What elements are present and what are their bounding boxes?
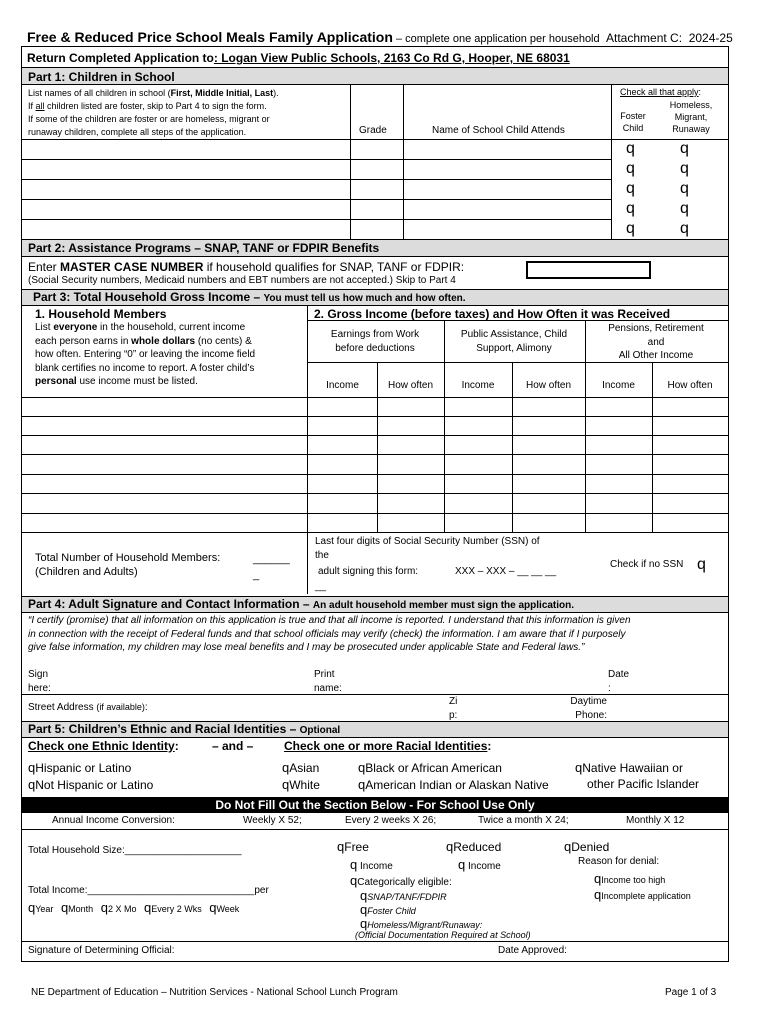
ssn-input[interactable]: XXX – XXX – __ __ __ [455,566,557,577]
race-option-asian[interactable]: qAsian [282,760,320,775]
checkbox-icon[interactable]: q [282,777,290,792]
homeless-checkbox[interactable]: q [680,140,689,157]
freq-2xmo[interactable]: q2 X Mo [100,900,137,915]
date-label: Date : [608,669,630,694]
foster-checkbox[interactable]: q [626,200,635,217]
checkbox-icon[interactable]: q [360,902,368,917]
weekly-conversion: Weekly X 52; [243,815,302,826]
footer-left: NE Department of Education – Nutrition Services - National School Lunch Program [31,987,398,998]
homeless-checkbox[interactable]: q [680,180,689,197]
race-option-black[interactable]: qBlack or African American [358,760,502,775]
form-subtitle: – complete one application per household [392,33,600,45]
income-too-high-option[interactable]: qIncome too high [594,871,666,886]
income-frequency-options [28,900,239,915]
year-text: 2024-25 [688,31,733,45]
ssn-adult-label: adult signing this form: [318,566,419,577]
homeless-header: Homeless, Migrant, Runaway [669,100,713,134]
total-income-field[interactable]: Total Income:______________________________per [28,885,269,896]
checkbox-icon[interactable]: q [360,888,368,903]
ethnic-option-hispanic[interactable]: qHispanic or Latino [28,760,132,775]
checkbox-icon[interactable]: q [28,760,36,775]
race-option-white[interactable]: qWhite [282,777,320,792]
income-col-header: Income [602,380,635,391]
every2-conversion: Every 2 weeks X 26; [345,815,437,826]
check-all-header: Check all that apply: [620,87,702,97]
earnings-header: Earnings from Work before deductions [330,329,420,354]
zip-label: Zi p: [449,696,458,721]
phone-label: Daytime Phone: [570,696,607,721]
attachment-label [606,31,733,45]
how-often-col-header: How often [525,380,572,391]
foster-checkbox[interactable]: q [626,140,635,157]
household-members-header: 1. Household Members [35,307,167,321]
freq-month[interactable]: qMonth [60,900,94,915]
footer-page-number: Page 1 of 3 [665,987,717,998]
checkbox-icon[interactable]: q [358,777,366,792]
checkbox-icon[interactable]: q [282,760,290,775]
incomplete-application-option[interactable]: qIncomplete application [594,887,691,902]
ssn-input-overflow: __ [315,581,327,592]
determining-official-signature[interactable]: Signature of Determining Official: [28,945,175,956]
no-ssn-label: Check if no SSN [610,559,684,570]
foster-checkbox[interactable]: q [626,160,635,177]
form-title-line [27,29,600,47]
form-title: Free & Reduced Price School Meals Family Application [27,29,393,45]
checkbox-icon[interactable]: q [28,900,36,915]
race-option-native-hawaiian[interactable]: qNative Hawaiian or other Pacific Islander [575,760,700,791]
part1-instructions: List names of all children in school (First, Middle Initial, Last). If all children listed are foster, skip to Part 4 to sign the form. If some of the children are foster or are homeless, migrant or runaway children, complete all steps of the application. [28,88,279,137]
annual-conversion-label: Annual Income Conversion: [52,815,175,826]
street-address-label: Street Address (if available): [28,702,148,713]
ssn-label: Last four digits of Social Security Number (SSN) of the [315,536,540,561]
foster-header: Foster Child [620,111,646,133]
free-income-option[interactable]: q Income [350,857,393,872]
return-address: : Logan View Public Schools, 2163 Co Rd G, Hooper, NE 68031 [213,51,570,65]
checkbox-icon[interactable]: q [446,839,454,854]
checkbox-icon[interactable]: q [337,839,345,854]
part2-title: Part 2: Assistance Programs – SNAP, TANF or FDPIR Benefits [28,241,380,255]
how-often-col-header: How often [387,380,434,391]
reduced-income-option[interactable]: q Income [458,857,501,872]
checkbox-icon[interactable]: q [143,900,152,915]
sign-label: Sign here: [28,669,51,694]
checkbox-icon[interactable]: q [594,887,602,902]
checkbox-icon[interactable]: q [60,900,69,915]
attachment-text: Attachment C: [606,31,683,45]
total-members-input[interactable]: ______ _ [253,553,290,581]
grade-header: Grade [359,125,387,136]
monthly-conversion: Monthly X 12 [626,815,685,826]
return-label: Return Completed Application to [27,51,214,65]
public-assistance-header: Public Assistance, Child Support, Alimony [460,329,568,354]
master-case-input[interactable] [526,261,651,279]
foster-checkbox[interactable]: q [626,180,635,197]
checkbox-icon[interactable]: q [209,900,217,915]
ethnic-option-not-hispanic[interactable]: qNot Hispanic or Latino [28,777,154,792]
total-members-label: Total Number of Household Members: (Children and Adults) [35,552,221,578]
freq-week[interactable]: qWeek [209,900,240,915]
and-separator: – and – [212,739,254,753]
checkbox-icon[interactable]: q [594,871,602,886]
part4-title: Part 4: Adult Signature and Contact Information – An adult household member must sign the application. [28,597,575,611]
how-often-col-header: How often [667,380,713,391]
checkbox-icon[interactable]: q [350,857,358,872]
school-use-banner-text: Do Not Fill Out the Section Below - For School Use Only [215,798,535,812]
income-col-header: Income [461,380,495,391]
reason-for-denial-label: Reason for denial: [578,856,660,867]
racial-header: Check one or more Racial Identities: [284,739,492,753]
homeless-checkbox[interactable]: q [680,200,689,217]
categorically-eligible-option[interactable]: qCategorically eligible: [350,873,452,888]
homeless-migrant-option[interactable]: qHomeless/Migrant/Runaway: [360,916,483,931]
part3-title: Part 3: Total Household Gross Income – You must tell us how much and how often. [33,290,466,304]
checkbox-icon[interactable]: q [28,777,36,792]
freq-every2wks[interactable]: qEvery 2 Wks [143,900,202,915]
no-ssn-checkbox[interactable]: q [697,556,706,573]
freq-year[interactable]: qYear [28,900,54,915]
checkbox-icon[interactable]: q [358,760,366,775]
income-col-header: Income [326,380,359,391]
foster-child-option[interactable]: qFoster Child [360,902,416,917]
checkbox-icon[interactable]: q [360,916,368,931]
return-line [27,51,570,65]
race-option-american-indian[interactable]: qAmerican Indian or Alaskan Native [358,777,549,792]
checkbox-icon[interactable]: q [564,839,572,854]
part1-title: Part 1: Children in School [28,70,175,84]
twice-conversion: Twice a month X 24; [478,815,569,826]
pensions-header: Pensions, Retirement and All Other Income [608,323,704,361]
household-members-instructions: List everyone in the household, current income each person earns in whole dollars (no cents) & how often. Entering “0” or leaving the income field blank certifies no income to report. A foster child’s personal use income must be listed. [35,322,256,387]
checkbox-icon[interactable]: q [100,900,108,915]
household-size-field[interactable]: Total Household Size:_____________________ [28,845,242,856]
foster-checkbox[interactable]: q [626,220,635,237]
gross-income-header: 2. Gross Income (before taxes) and How Often it was Received [314,307,671,321]
free-option[interactable]: qFree [337,839,369,854]
snap-option[interactable]: qSNAP/TANF/FDPIR [360,888,447,903]
school-header: Name of School Child Attends [432,125,565,136]
reduced-option[interactable]: qReduced [446,839,502,854]
ethnic-header: Check one Ethnic Identity: [28,739,179,753]
documentation-note: (Official Documentation Required at School) [355,930,531,940]
print-name-label: Print name: [314,669,342,694]
denied-option[interactable]: qDenied [564,839,610,854]
checkbox-icon[interactable]: q [350,873,358,888]
homeless-checkbox[interactable]: q [680,160,689,177]
date-approved[interactable]: Date Approved: [498,945,567,956]
master-case-label: Enter MASTER CASE NUMBER if household qualifies for SNAP, TANF or FDPIR: [28,260,465,274]
homeless-checkbox[interactable]: q [680,220,689,237]
part2-note: (Social Security numbers, Medicaid numbers and EBT numbers are not accepted.) Skip to Part 4 [28,275,456,286]
part5-title: Part 5: Children’s Ethnic and Racial Identities – Optional [28,722,341,736]
certification-text: “I certify (promise) that all information on this application is true and that all income is reported. I understand that this information is given in connection with the receipt of Federal funds and that school officials may verify (check) the information. I am aware that if I purposely give false information, my children may lose meal benefits and I may be prosecuted under applicable State and Federal laws.” [28,615,631,653]
checkbox-icon[interactable]: q [458,857,466,872]
checkbox-icon[interactable]: q [575,760,583,775]
